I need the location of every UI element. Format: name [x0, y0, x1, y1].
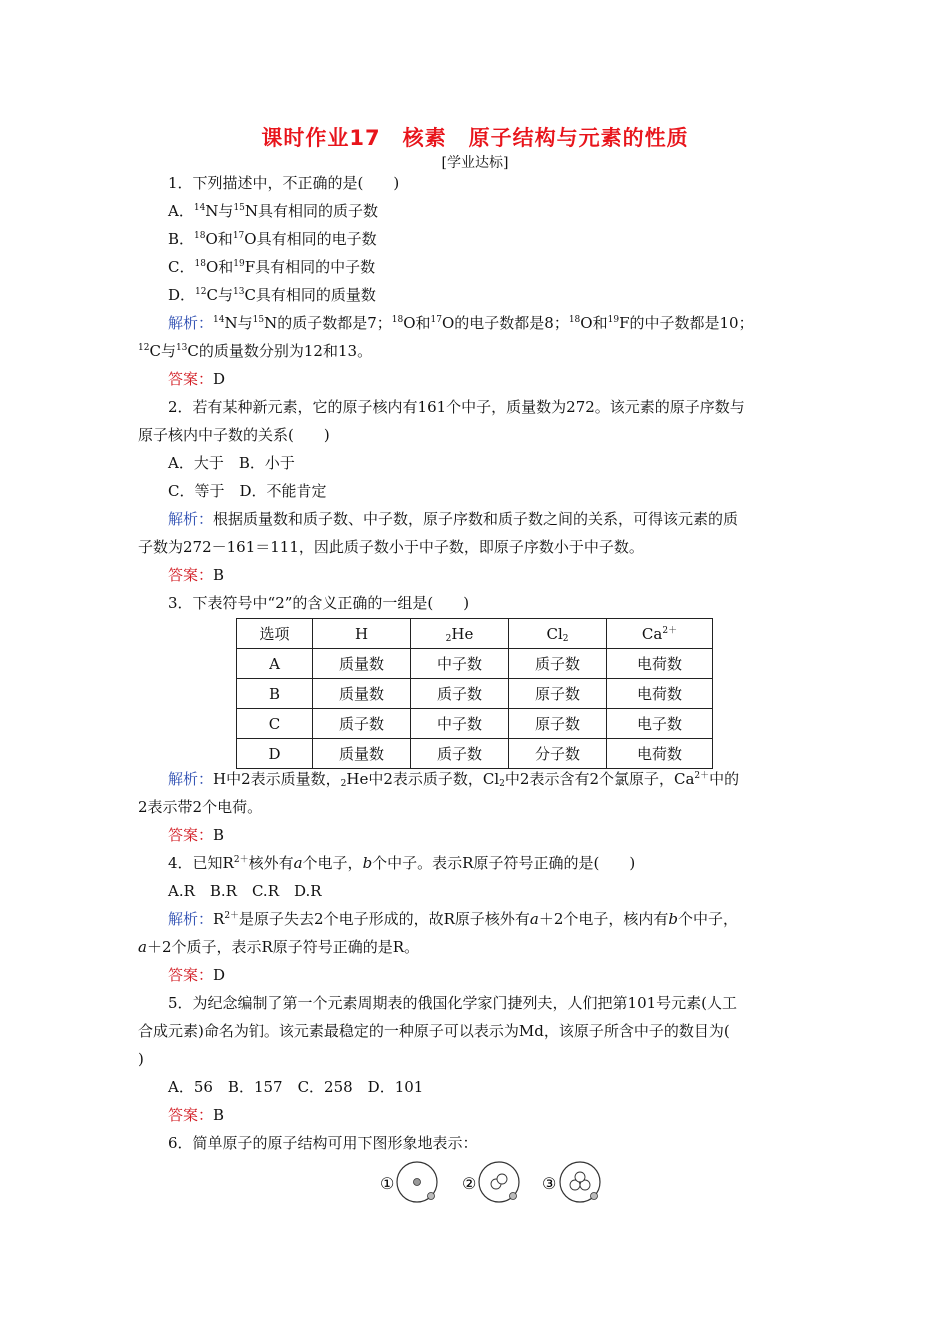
table-cell: 原子数	[509, 679, 607, 709]
table-header: $Ca^{2+}$	[607, 619, 713, 649]
table-cell: D	[237, 739, 313, 769]
q5-answer: 答案：B	[168, 1106, 225, 1124]
q5-options: A．56 B．157 C．258 D．101	[168, 1078, 424, 1096]
answer-label: 答案：	[168, 1106, 214, 1124]
q4-analysis: 解析：$R^{2+}$是原子失去2个电子形成的，故R原子核外有a＋2个电子，核内有b个中子，	[168, 910, 739, 928]
table-header: $_2$He	[411, 619, 509, 649]
q4-analysis-cont: a＋2个质子，表示R原子符号正确的是R。	[138, 938, 420, 956]
q2-analysis-cont: 子数为272－161＝111，因此质子数小于中子数，即原子序数小于中子数。	[138, 538, 644, 556]
atom-diagram-1	[397, 1162, 437, 1202]
table-header: $Cl_2$	[509, 619, 607, 649]
table-cell: 电荷数	[607, 739, 713, 769]
q2-options-2: C．等于 D．不能肯定	[168, 482, 327, 500]
figure-label-1: ①	[380, 1174, 395, 1193]
table-cell: 原子数	[509, 709, 607, 739]
q2-options-1: A．大于 B．小于	[168, 454, 295, 472]
table-cell: 电荷数	[607, 679, 713, 709]
analysis-label: 解析：	[168, 510, 214, 528]
table-cell: 质量数	[313, 739, 411, 769]
q5-stem: 5．为纪念编制了第一个元素周期表的俄国化学家门捷列夫，人们把第101号元素(人工	[168, 994, 738, 1012]
page-title: 课时作业17 核素 原子结构与元素的性质	[261, 126, 689, 150]
table-cell: 质子数	[509, 649, 607, 679]
q3-table	[236, 618, 713, 769]
q1-option-c: C．$^{18}$O和$^{19}$F具有相同的中子数	[168, 258, 376, 276]
q4-answer: 答案：D	[168, 966, 226, 984]
q5-stem-end: )	[138, 1050, 144, 1068]
table-cell: 中子数	[411, 649, 509, 679]
q6-stem: 6．简单原子的原子结构可用下图形象地表示：	[168, 1134, 478, 1152]
section-subtitle: [学业达标]	[441, 155, 509, 171]
q3-analysis: 解析：H中2表示质量数，$_2$He中2表示质子数，$Cl_2$中2表示含有2个氯原子，$Ca^{2+}$中的	[168, 770, 740, 789]
answer-label: 答案：	[168, 966, 214, 984]
q3-stem: 3．下表符号中“2”的含义正确的一组是( )	[168, 594, 470, 612]
q1-analysis: 解析：$^{14}$N与$^{15}$N的质子数都是7；$^{18}$O和$^{17}$O的电子数都是8；$^{18}$O和$^{19}$F的中子数都是10；	[168, 314, 754, 332]
answer-label: 答案：	[168, 566, 214, 584]
q1-answer: 答案：D	[168, 370, 226, 388]
table-cell: 中子数	[411, 709, 509, 739]
q4-options: A.R B.R C.R D.R	[168, 882, 322, 900]
q4-stem: 4．已知$R^{2+}$核外有a个电子，b个中子。表示R原子符号正确的是( )	[168, 854, 636, 872]
table-cell: A	[237, 649, 313, 679]
table-cell: 电子数	[607, 709, 713, 739]
q1-stem: 1．下列描述中，不正确的是( )	[168, 174, 400, 192]
figure-label-3: ③	[542, 1174, 557, 1193]
table-header: 选项	[237, 619, 313, 649]
table-cell: 质子数	[411, 679, 509, 709]
table-header-row	[237, 619, 713, 649]
q1-option-d: D．$^{12}$C与$^{13}$C具有相同的质量数	[168, 286, 376, 304]
q2-analysis: 解析：根据质量数和质子数、中子数，原子序数和质子数之间的关系，可得该元素的质	[168, 510, 739, 528]
q3-answer: 答案：B	[168, 826, 225, 844]
analysis-label: 解析：	[168, 910, 214, 928]
q3-analysis-cont: 2表示带2个电荷。	[138, 798, 263, 816]
q2-stem-cont: 原子核内中子数的关系( )	[138, 426, 330, 444]
table-cell: 质量数	[313, 649, 411, 679]
table-row	[237, 739, 713, 769]
q2-answer: 答案：B	[168, 566, 225, 584]
q1-option-b: B．$^{18}$O和$^{17}$O具有相同的电子数	[168, 230, 377, 248]
table-header: H	[313, 619, 411, 649]
answer-label: 答案：	[168, 370, 214, 388]
table-cell: C	[237, 709, 313, 739]
analysis-label: 解析：	[168, 770, 214, 788]
answer-label: 答案：	[168, 826, 214, 844]
atom-diagram-3	[560, 1162, 600, 1202]
q1-analysis-cont: $^{12}$C与$^{13}$C的质量数分别为12和13。	[138, 342, 373, 360]
analysis-label: 解析：	[168, 314, 214, 332]
table-row	[237, 649, 713, 679]
atom-structure-figure	[370, 1155, 610, 1211]
table-row	[237, 679, 713, 709]
table-cell: 分子数	[509, 739, 607, 769]
table-row	[237, 709, 713, 739]
table-cell: 质量数	[313, 679, 411, 709]
table-cell: 质子数	[411, 739, 509, 769]
q5-stem-cont: 合成元素)命名为钔。该元素最稳定的一种原子可以表示为Md，该原子所含中子的数目为(	[138, 1022, 730, 1040]
q1-option-a: A．$^{14}$N与$^{15}$N具有相同的质子数	[168, 202, 379, 220]
atom-diagram-2	[479, 1162, 519, 1202]
table-cell: B	[237, 679, 313, 709]
table-cell: 质子数	[313, 709, 411, 739]
q2-stem: 2．若有某种新元素，它的原子核内有161个中子，质量数为272。该元素的原子序数与	[168, 398, 745, 416]
figure-label-2: ②	[462, 1174, 477, 1193]
table-cell: 电荷数	[607, 649, 713, 679]
